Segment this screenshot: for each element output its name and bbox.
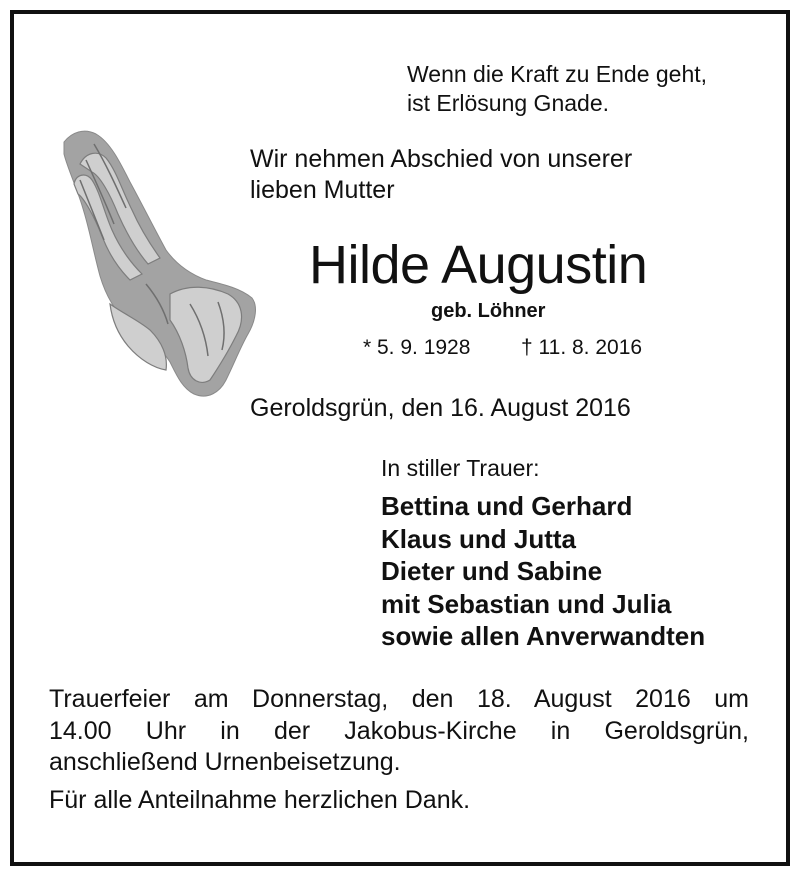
service-line: anschließend Urnenbeisetzung. — [49, 748, 401, 776]
mourner-entry: Dieter und Sabine — [381, 556, 603, 586]
mourner-entry: Klaus und Jutta — [381, 523, 577, 554]
intro-text — [250, 144, 632, 206]
mourner-entry: sowie allen Anverwandten — [381, 621, 706, 651]
intro-line: lieben Mutter — [250, 176, 395, 204]
mourner-entry: Bettina und Gerhard — [381, 491, 633, 521]
mourner-entry: mit Sebastian und Julia — [381, 588, 672, 619]
birth-name: geb. Löhner — [431, 300, 546, 322]
thanks-text: Für alle Anteilnahme herzlichen Dank. — [49, 786, 471, 814]
service-info — [49, 684, 749, 779]
motto-line: ist Erlösung Gnade. — [407, 90, 610, 116]
intro-line: Wir nehmen Abschied von unserer — [250, 145, 633, 173]
motto — [407, 60, 707, 118]
death-date: † 11. 8. 2016 — [521, 336, 643, 359]
motto-line: Wenn die Kraft zu Ende geht, — [407, 61, 708, 87]
deceased-name: Hilde Augustin — [309, 235, 648, 295]
mourners-list — [381, 490, 705, 653]
place-and-date: Geroldsgrün, den 16. August 2016 — [250, 394, 631, 422]
mourning-label: In stiller Trauer: — [381, 455, 540, 481]
service-line: 14.00 Uhr in der Jakobus-Kirche in Geroldsgrün, — [49, 716, 749, 745]
service-line: Trauerfeier am Donnerstag, den 18. August 2016 um — [49, 685, 749, 713]
birth-date: * 5. 9. 1928 — [363, 336, 471, 359]
praying-hands-icon — [50, 124, 265, 404]
